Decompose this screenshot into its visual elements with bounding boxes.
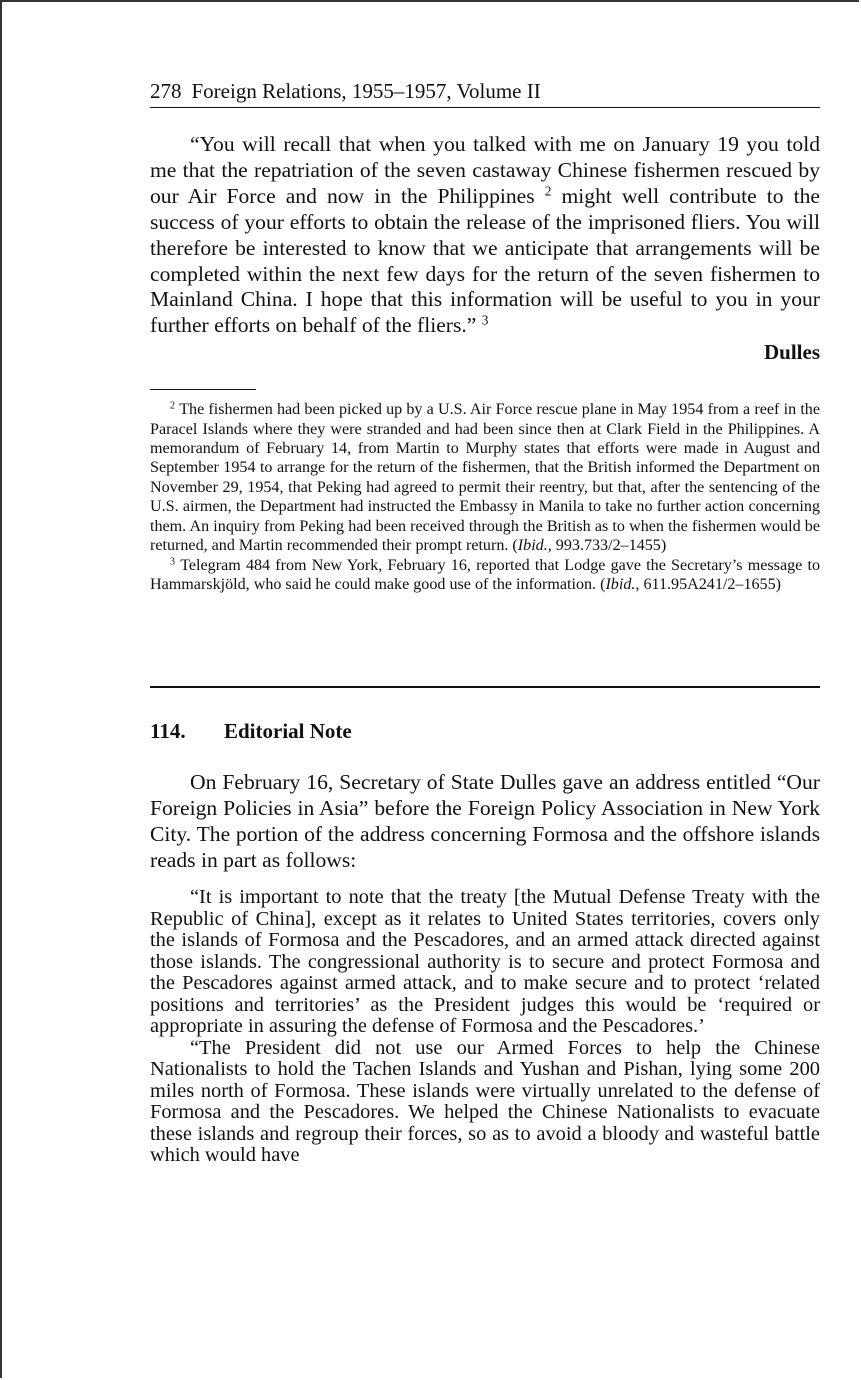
footnote-ref-2[interactable]: 2 [544,183,552,199]
footnote-ibid: Ibid. [605,575,636,593]
running-head [150,76,820,108]
footnote-ibid: Ibid. [517,537,548,555]
footnote-rule [150,389,256,390]
section-heading [150,718,820,744]
footnotes [150,400,820,594]
footnote-citation: , 611.95A241/2–1655) [635,575,781,593]
page-number: 278 [150,79,182,103]
footnote-2 [150,400,820,555]
letter-text-continued: might well contribute to the success of your efforts to obtain the release of the imprisoned fliers. You will therefore be interested to know that we anticipate that arrangements will be completed within the next few days for the return of the seven fishermen to Mainland China. I hope that this information will be useful to you in your further efforts on behalf of the fliers.” [150,183,820,338]
address-quote-1: “It is important to note that the treaty [the Mutual Defense Treaty with the Republic of China], except as it relates to United States territories, covers only the islands of Formosa and the Pescadores, and an armed attack directed against those islands. The congressional authority is to secure and protect Formosa and the Pescadores against armed attack, and to make secure and to protect ‘related positions and territories’ as the President judges this would be ‘required or appropriate in assuring the defense of Formosa and the Pescadores.’ [150,886,820,1038]
letter-paragraph [150,132,820,339]
footnote-ref-3[interactable]: 3 [481,312,489,328]
page-content [150,76,820,1167]
footnote-3 [150,556,820,595]
section-number: 114. [150,719,186,744]
address-quote-2: “The President did not use our Armed Forces to help the Chinese Nationalists to hold the Tachen Islands and Yushan and Pishan, lying some 200 miles north of Formosa. These islands were virtually unrelated to the defense of Formosa and the Pescadores. We helped the Chinese Nationalists to evacuate these islands and regroup their forces, so as to avoid a bloody and wasteful battle which would have [150,1036,820,1167]
editorial-intro: On February 16, Secretary of State Dulles gave an address entitled “Our Foreign Policies in Asia” before the Foreign Policy Association in New York City. The portion of the address concerning Formosa and the offshore islands reads in part as follows: [150,770,820,873]
footnote-marker: 3 [170,556,175,568]
signature: Dulles [763,340,820,365]
footnote-text: The fishermen had been picked up by a U.S. Air Force rescue plane in May 1954 from a reef in the Paracel Islands where they were stranded and had been since then at Clark Field in the Philippines. A memorandum of February 14, from Martin to Murphy states that efforts were made in August and September 1954 to arrange for the return of the fishermen, that the British informed the Department on November 29, 1954, that Peking had agreed to permit their reentry, but that, after the sentencing of the U.S. airmen, the Department had instructed the Embassy in Manila to take no further action concerning them. An inquiry from Peking had been received through the British as to when the fishermen would be returned, and Martin recommended their prompt return. ( [150,401,820,555]
letter-text: “You will recall that when you talked with me on January 19 you told me that the repatriation of the seven castaway Chinese fishermen rescued by our Air Force and now in the Philippines [150,132,820,208]
section-title: Editorial Note [224,719,352,744]
footnote-text: Telegram 484 from New York, February 16, reported that Lodge gave the Secretary’s message to Hammarskjöld, who said he could make good use of the information. ( [150,556,820,593]
footnote-marker: 2 [170,400,175,412]
volume-title: Foreign Relations, 1955–1957, Volume II [191,79,541,103]
section-divider [150,686,820,688]
footnote-citation: , 993.733/2–1455) [547,537,667,555]
